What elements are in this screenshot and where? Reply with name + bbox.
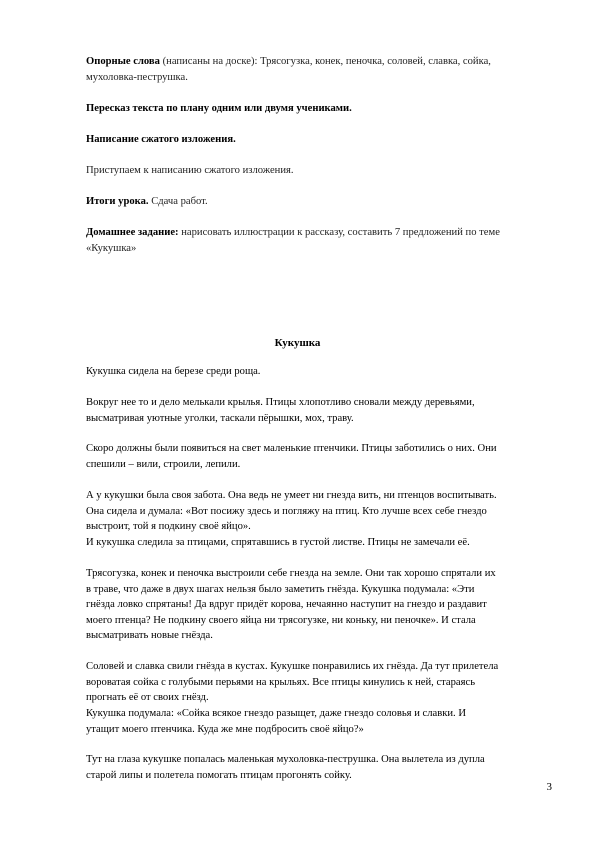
homework-line1: нарисовать иллюстрации к рассказу, составить 7 предложений по теме (178, 227, 500, 238)
homework-paragraph (86, 225, 556, 256)
story-line: Кукушка подумала: «Сойка всякое гнездо разыщет, даже гнездо соловья и славки. И (86, 708, 466, 719)
keywords-line1: Трясогузка, конек, пеночка, соловей, славка, сойка, (260, 56, 491, 67)
story-paragraph (86, 752, 556, 783)
story-paragraph (86, 566, 556, 644)
homework-label: Домашнее задание: (86, 227, 179, 238)
story-line: спешили – вили, строили, лепили. (86, 458, 241, 470)
story-paragraph (86, 395, 556, 426)
story-line: моего птенца? Не подкину своего яйца ни трясогузке, ни коньку, ни пеночке». И стала (86, 614, 476, 626)
summary-paragraph (86, 194, 556, 210)
story-line: прогнать её от своих гнёзд. (86, 692, 209, 703)
story-line: выстроит, той я подкину своё яйцо». (86, 521, 251, 532)
story-line: Кукушка сидела на березе среди роща. (86, 366, 261, 377)
retelling-heading: Пересказ текста по плану одним или двумя учениками. (86, 103, 352, 114)
writing-text: Приступаем к написанию сжатого изложения. (86, 165, 294, 176)
story-line: Тут на глаза кукушке попалась маленькая мухоловка-пеструшка. Она вылетела из дупла (86, 754, 485, 765)
keywords-label: Опорные слова (86, 56, 160, 67)
homework-line2: «Кукушка» (86, 242, 137, 254)
story-line: Вокруг нее то и дело мелькали крылья. Птицы хлопотливо сновали между деревьями, (86, 397, 475, 408)
story-line: вороватая сойка с голубыми перьями на крыльях. Все птицы кинулись к ней, стараясь (86, 676, 476, 688)
story-paragraph (86, 706, 556, 737)
story-line: высматривать новые гнёзда. (86, 630, 213, 641)
story-paragraph (86, 488, 556, 535)
story-line: утащит моего птенчика. Куда же мне подбросить своё яйцо?» (86, 723, 364, 735)
keywords-line2: мухоловка-пеструшка. (86, 71, 188, 83)
summary-text: Сдача работ. (148, 196, 208, 207)
story-paragraph (86, 364, 556, 380)
story-line: высматривая уютные уголки, таскали пёрышки, мох, траву. (86, 412, 354, 424)
story-line: Соловей и славка свили гнёзда в кустах. Кукушке понравились их гнёзда. Да тут прилетела (86, 661, 499, 672)
keywords-paragraph (86, 54, 556, 85)
story-line: И кукушка следила за птицами, спрятавшись в густой листве. Птицы не замечали её. (86, 537, 470, 548)
story-paragraph (86, 659, 556, 706)
story-line: Трясогузка, конек и пеночка выстроили себе гнезда на земле. Они так хорошо спрятали их (86, 568, 496, 579)
writing-heading: Написание сжатого изложения. (86, 134, 236, 145)
story-line: гнёзда ловко спрятаны! Да вдруг придёт корова, нечаянно наступит на гнездо и раздавит (86, 599, 487, 610)
summary-label: Итоги урока. (86, 196, 149, 207)
story-paragraph (86, 535, 556, 551)
story-line: в траве, что даже в двух шагах нельзя было заметить гнёзда. Кукушка подумала: «Эти (86, 583, 475, 595)
story-line: Она сидела и думала: «Вот посижу здесь и погляжу на птиц. Кто лучше всех себе гнездо (86, 505, 487, 517)
story-title: Кукушка (274, 337, 321, 349)
story-line: Скоро должны были появиться на свет маленькие птенчики. Птицы заботились о них. Они (86, 443, 497, 454)
story-line: старой липы и полетела помогать птицам прогонять сойку. (86, 769, 352, 781)
story-line: А у кукушки была своя забота. Она ведь не умеет ни гнезда вить, ни птенцов воспитывать. (86, 490, 497, 501)
story-paragraph (86, 441, 556, 472)
keywords-note: (написаны на доске): (159, 56, 261, 67)
page-number: 3 (546, 781, 552, 793)
